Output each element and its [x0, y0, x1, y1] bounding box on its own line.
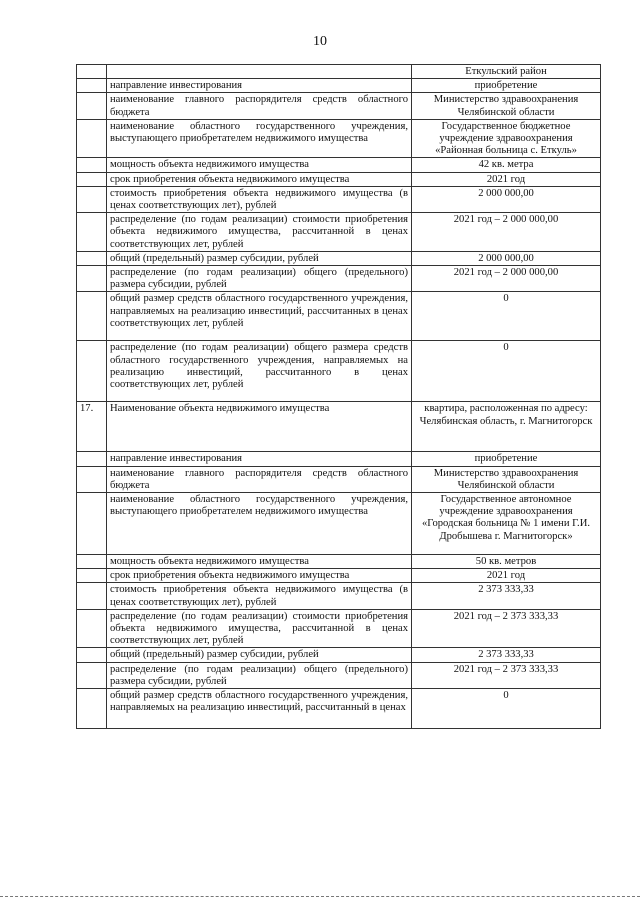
table-row [77, 93, 601, 119]
table-row [77, 119, 601, 158]
table-row [77, 186, 601, 212]
table-row [77, 172, 601, 186]
table-row [77, 583, 601, 609]
table-row [77, 648, 601, 662]
investment-table [76, 64, 601, 729]
parameter-cell: направление инвестирования [107, 79, 412, 93]
table-row [77, 493, 601, 555]
parameter-cell: наименование главного распорядителя средств областного бюджета [107, 466, 412, 492]
parameter-cell: мощность объекта недвижимого имущества [107, 158, 412, 172]
parameter-cell: распределение (по годам реализации) общего (предельного) размера субсидии, рублей [107, 662, 412, 688]
table-row [77, 79, 601, 93]
parameter-cell: Наименование объекта недвижимого имущества [107, 402, 412, 452]
row-number-cell [77, 609, 107, 648]
parameter-cell: срок приобретения объекта недвижимого имущества [107, 569, 412, 583]
row-number-cell [77, 119, 107, 158]
row-number-cell [77, 555, 107, 569]
value-cell: 2021 год – 2 373 333,33 [412, 662, 601, 688]
parameter-cell: распределение (по годам реализации) общего размера средств областного государственного учреждения, направляемых на реализацию инвестиций, рассчитанного в ценах соответствующих лет, рублей [107, 341, 412, 402]
value-cell: приобретение [412, 452, 601, 466]
row-number-cell [77, 341, 107, 402]
value-cell: Государственное автономное учреждение здравоохранения «Городская больница № 1 имени Г.И. Дробышева г. Магнитогорск» [412, 493, 601, 555]
row-number-cell [77, 266, 107, 292]
parameter-cell: мощность объекта недвижимого имущества [107, 555, 412, 569]
value-cell: 2 000 000,00 [412, 186, 601, 212]
row-number-cell [77, 569, 107, 583]
table-row [77, 466, 601, 492]
table-row [77, 158, 601, 172]
table-row [77, 555, 601, 569]
table-row [77, 251, 601, 265]
row-number-cell [77, 292, 107, 341]
row-number-cell [77, 186, 107, 212]
row-number-cell [77, 583, 107, 609]
parameter-cell: стоимость приобретения объекта недвижимого имущества (в ценах соответствующих лет), рублей [107, 583, 412, 609]
table-row [77, 662, 601, 688]
table-row [77, 402, 601, 452]
parameter-cell: общий (предельный) размер субсидии, рублей [107, 648, 412, 662]
table-body [77, 65, 601, 729]
table-row [77, 65, 601, 79]
row-number-cell [77, 79, 107, 93]
table-row [77, 292, 601, 341]
value-cell: 0 [412, 689, 601, 729]
parameter-cell: наименование областного государственного учреждения, выступающего приобретателем недвижимого имущества [107, 493, 412, 555]
table-row [77, 609, 601, 648]
parameter-cell: наименование главного распорядителя средств областного бюджета [107, 93, 412, 119]
value-cell: 2 373 333,33 [412, 583, 601, 609]
row-number-cell [77, 213, 107, 252]
parameter-cell: распределение (по годам реализации) стоимости приобретения объекта недвижимого имущества, рассчитанной в ценах соответствующих лет, рублей [107, 609, 412, 648]
value-cell: квартира, расположенная по адресу: Челябинская область, г. Магнитогорск [412, 402, 601, 452]
parameter-cell: срок приобретения объекта недвижимого имущества [107, 172, 412, 186]
value-cell: 2 373 333,33 [412, 648, 601, 662]
value-cell: 0 [412, 292, 601, 341]
table-row [77, 689, 601, 729]
row-number-cell: 17. [77, 402, 107, 452]
table-row [77, 266, 601, 292]
value-cell: Министерство здравоохранения Челябинской области [412, 466, 601, 492]
value-cell: 2021 год – 2 000 000,00 [412, 266, 601, 292]
row-number-cell [77, 689, 107, 729]
row-number-cell [77, 648, 107, 662]
parameter-cell: наименование областного государственного учреждения, выступающего приобретателем недвижимого имущества [107, 119, 412, 158]
table-row [77, 341, 601, 402]
parameter-cell: направление инвестирования [107, 452, 412, 466]
parameter-cell: распределение (по годам реализации) стоимости приобретения объекта недвижимого имущества, рассчитанной в ценах соответствующих лет, рублей [107, 213, 412, 252]
value-cell: Еткульский район [412, 65, 601, 79]
row-number-cell [77, 65, 107, 79]
value-cell: 2021 год – 2 000 000,00 [412, 213, 601, 252]
value-cell: приобретение [412, 79, 601, 93]
value-cell: 2021 год – 2 373 333,33 [412, 609, 601, 648]
page-bottom-divider [0, 896, 640, 897]
row-number-cell [77, 493, 107, 555]
row-number-cell [77, 662, 107, 688]
value-cell: Государственное бюджетное учреждение здравоохранения «Районная больница с. Еткуль» [412, 119, 601, 158]
value-cell: 42 кв. метра [412, 158, 601, 172]
table-row [77, 569, 601, 583]
row-number-cell [77, 452, 107, 466]
row-number-cell [77, 93, 107, 119]
table-row [77, 452, 601, 466]
parameter-cell [107, 65, 412, 79]
row-number-cell [77, 172, 107, 186]
parameter-cell: общий размер средств областного государственного учреждения, направляемых на реализацию инвестиций, рассчитанных в ценах соответствующих лет, рублей [107, 292, 412, 341]
row-number-cell [77, 466, 107, 492]
row-number-cell [77, 158, 107, 172]
value-cell: 2021 год [412, 172, 601, 186]
parameter-cell: стоимость приобретения объекта недвижимого имущества (в ценах соответствующих лет), рублей [107, 186, 412, 212]
parameter-cell: общий (предельный) размер субсидии, рублей [107, 251, 412, 265]
parameter-cell: распределение (по годам реализации) общего (предельного) размера субсидии, рублей [107, 266, 412, 292]
parameter-cell: общий размер средств областного государственного учреждения, направляемых на реализацию инвестиций, рассчитанный в ценах [107, 689, 412, 729]
value-cell: Министерство здравоохранения Челябинской области [412, 93, 601, 119]
page-number: 10 [313, 34, 327, 49]
value-cell: 2021 год [412, 569, 601, 583]
row-number-cell [77, 251, 107, 265]
value-cell: 0 [412, 341, 601, 402]
value-cell: 2 000 000,00 [412, 251, 601, 265]
value-cell: 50 кв. метров [412, 555, 601, 569]
table-row [77, 213, 601, 252]
